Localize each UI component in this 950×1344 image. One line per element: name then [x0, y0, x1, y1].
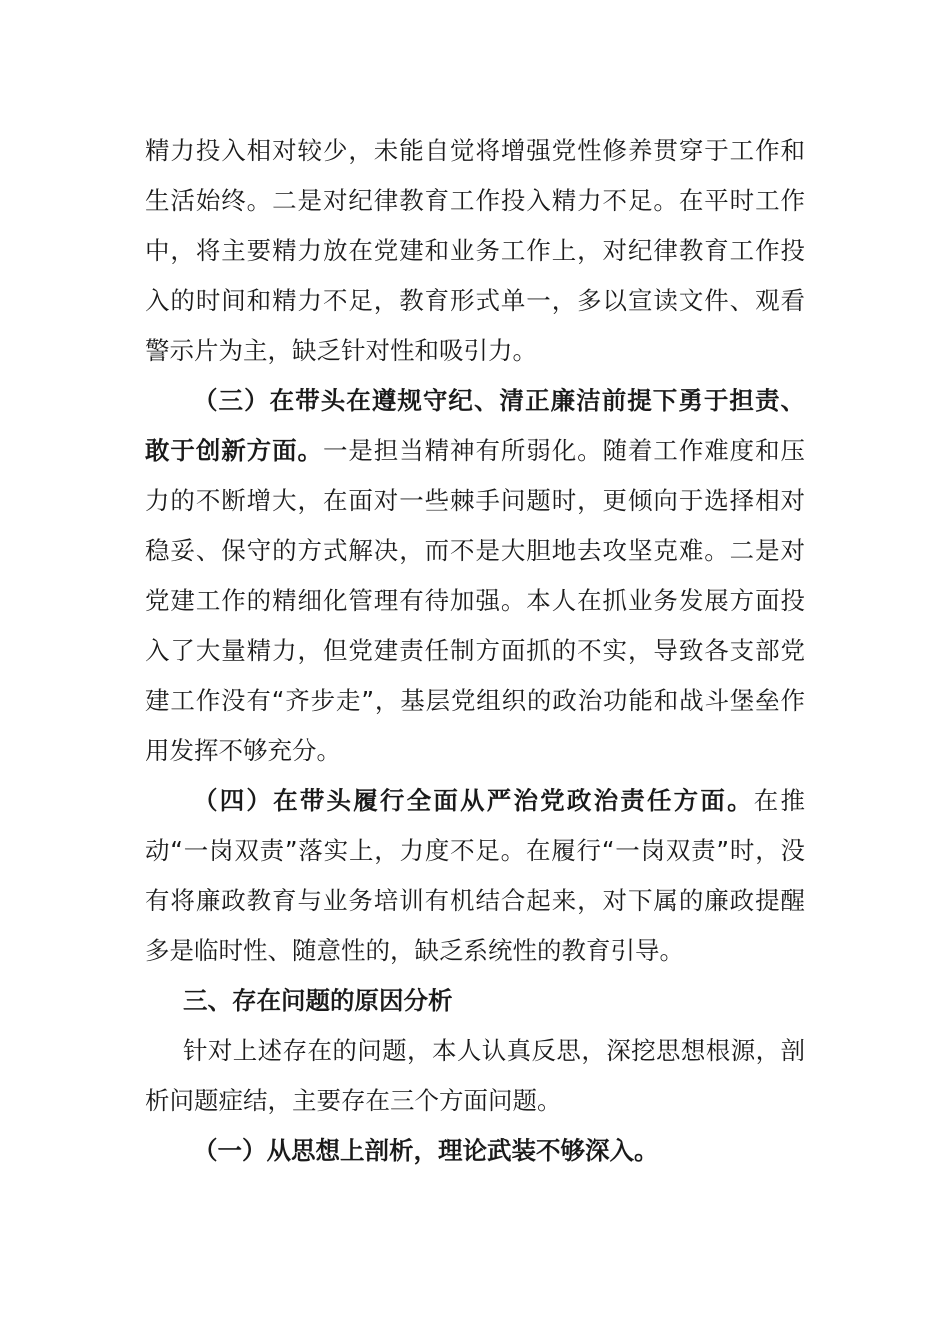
paragraph-continuation: 精力投入相对较少，未能自觉将增强党性修养贯穿于工作和生活始终。二是对纪律教育工作投入精力不足。在平时工作中，将主要精力放在党建和业务工作上，对纪律教育工作投入的时间和精力不足，教育形式单一，多以宣读文件、观看警示片为主，缺乏针对性和吸引力。: [145, 136, 805, 365]
subsection-heading-one: （一）从思想上剖析，理论武装不够深入。: [193, 1136, 659, 1165]
paragraph-analysis-intro: 针对上述存在的问题，本人认真反思，深挖思想根源，剖析问题症结，主要存在三个方面问题。: [145, 1036, 805, 1115]
document-page: [145, 126, 805, 1176]
paragraph-four: [145, 776, 805, 976]
section-heading: 三、存在问题的原因分析: [183, 986, 453, 1015]
paragraph-three-body: 一是担当精神有所弱化。随着工作难度和压力的不断增大，在面对一些棘手问题时，更倾向于选择相对稳妥、保守的方式解决，而不是大胆地去攻坚克难。二是对党建工作的精细化管理有待加强。本人在抓业务发展方面投入了大量精力，但党建责任制方面抓的不实，导致各支部党建工作没有“齐步走”，基层党组织的政治功能和战斗堡垒作用发挥不够充分。: [145, 436, 806, 765]
paragraph-three-heading: （三）在带头在遵规守纪、清正廉洁前提下勇于担责、敢于创新方面。: [145, 386, 805, 465]
paragraph-three: [145, 376, 805, 776]
paragraph-four-body: 在推动“一岗双责”落实上，力度不足。在履行“一岗双责”时，没有将廉政教育与业务培训有机结合起来，对下属的廉政提醒多是临时性、随意性的，缺乏系统性的教育引导。: [145, 786, 806, 965]
paragraph-four-heading: （四）在带头履行全面从严治党政治责任方面。: [193, 786, 754, 815]
